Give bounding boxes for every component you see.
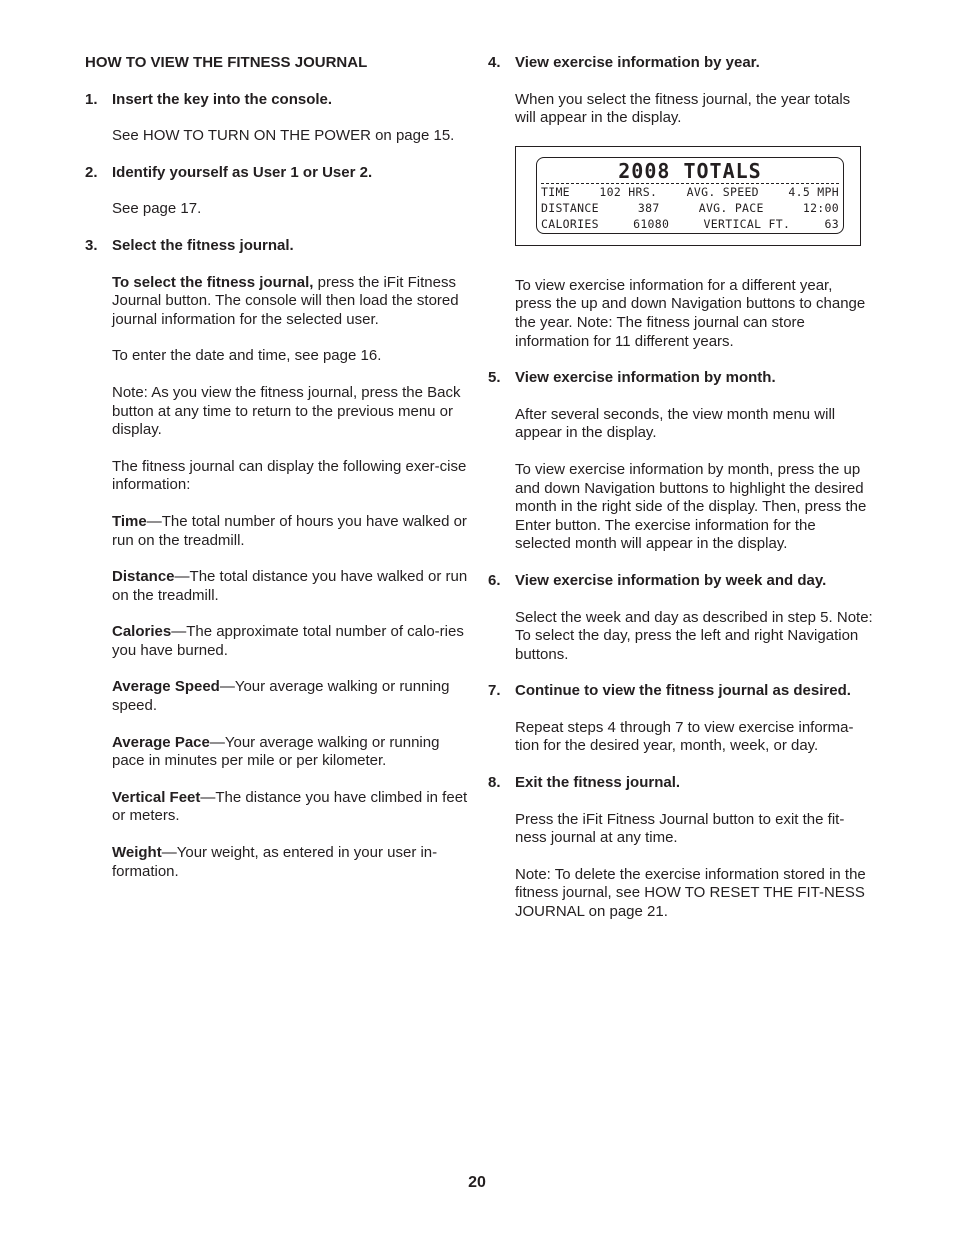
- lcd-label: AVG. PACE: [698, 200, 764, 215]
- step-number: 2.: [85, 163, 98, 181]
- step-title: Select the fitness journal.: [112, 236, 294, 254]
- lcd-label: VERTICAL FT.: [703, 216, 791, 231]
- lcd-value: 61080: [633, 216, 670, 231]
- step-6-para-1: Select the week and day as described in step 5. Note: To select the day, press the left and right Navigation buttons.: [515, 608, 873, 663]
- lcd-screen: [536, 157, 844, 234]
- step-4: [488, 54, 873, 73]
- step-title: View exercise information by week and day.: [515, 571, 827, 589]
- lcd-title: 2008 TOTALS: [541, 159, 839, 184]
- step-8-para-2: Note: To delete the exercise information stored in the fitness journal, see HOW TO RESET THE FIT-NESS JOURNAL on page 21.: [515, 865, 866, 921]
- lcd-label: TIME: [541, 184, 570, 199]
- definition-term: Average Pace: [112, 733, 210, 751]
- step-number: 8.: [488, 774, 501, 792]
- definition-term: Time: [112, 512, 147, 530]
- lcd-value: 102 HRS.: [599, 184, 658, 199]
- step-2-text: See page 17.: [112, 200, 202, 218]
- step-3-para-2: To enter the date and time, see page 16.: [112, 347, 382, 365]
- lcd-row-time: [541, 184, 839, 200]
- lcd-value: 4.5 MPH: [788, 184, 839, 199]
- lcd-row-calories: [541, 216, 839, 232]
- definition-text: —The total distance you have walked or run on the treadmill.: [112, 568, 468, 604]
- definition-term: Weight: [112, 844, 162, 862]
- step-title: Continue to view the fitness journal as desired.: [515, 682, 851, 700]
- step-3-para-4: The fitness journal can display the following exer-cise information:: [112, 457, 467, 494]
- lcd-value: 12:00: [802, 200, 839, 215]
- step-8-para-1: Press the iFit Fitness Journal button to exit the fit-ness journal at any time.: [515, 810, 845, 847]
- left-column: [85, 54, 470, 899]
- definition-text: —The total number of hours you have walked or run on the treadmill.: [112, 512, 467, 549]
- step-title: Insert the key into the console.: [112, 90, 333, 108]
- step-title: Identify yourself as User 1 or User 2.: [112, 163, 373, 181]
- definition-calories: [112, 623, 470, 660]
- step-title: View exercise information by month.: [515, 369, 776, 387]
- step-number: 1.: [85, 90, 98, 108]
- step-4-para-1: When you select the fitness journal, the year totals will appear in the display.: [515, 90, 851, 127]
- right-column: [488, 54, 873, 940]
- lcd-row-distance: [541, 200, 839, 216]
- step-8: [488, 774, 873, 793]
- step-2: [85, 164, 470, 183]
- definition-vertical-feet: [112, 789, 470, 826]
- definition-average-speed: [112, 678, 470, 715]
- step-title: Exit the fitness journal.: [515, 774, 681, 792]
- definition-term: Average Speed: [112, 678, 220, 696]
- definition-distance: [112, 568, 470, 605]
- step-number: 5.: [488, 369, 501, 387]
- step-title: View exercise information by year.: [515, 54, 760, 71]
- step-number: 7.: [488, 682, 501, 700]
- definition-term: Calories: [112, 623, 172, 641]
- step-4-para-2: To view exercise information for a different year, press the up and down Navigation buttons to change the year. Note: The fitness journal can store information for 11 different years.: [515, 276, 866, 350]
- lcd-value: 387: [637, 200, 660, 215]
- step-7: [488, 682, 873, 701]
- step-5: [488, 369, 873, 388]
- para-text: press the iFit Fitness Journal button. The console will then load the stored journal information for the selected user.: [112, 273, 459, 328]
- step-5-para-2: To view exercise information by month, press the up and down Navigation buttons to highlight the desired month in the right side of the display. Then, press the Enter button. The exercise information for the selected month will appear in the display.: [515, 460, 867, 553]
- step-number: 6.: [488, 571, 501, 589]
- definition-average-pace: [112, 734, 470, 771]
- section-heading: HOW TO VIEW THE FITNESS JOURNAL: [85, 54, 368, 71]
- definition-text: —The approximate total number of calo-ries you have burned.: [112, 623, 464, 659]
- step-1: [85, 91, 470, 110]
- step-3-para-3: Note: As you view the fitness journal, press the Back button at any time to return to the previous menu or display.: [112, 383, 461, 439]
- definition-term: Distance: [112, 568, 175, 586]
- definition-text: —The distance you have climbed in feet or meters.: [112, 788, 468, 825]
- step-5-para-1: After several seconds, the view month menu will appear in the display.: [515, 405, 836, 442]
- lcd-value: 63: [824, 216, 839, 231]
- step-7-para-1: Repeat steps 4 through 7 to view exercise informa-tion for the desired year, month, week, or day.: [515, 718, 854, 755]
- lcd-label: DISTANCE: [541, 200, 599, 215]
- definition-term: Vertical Feet: [112, 788, 201, 806]
- definition-text: —Your average walking or running speed.: [112, 678, 450, 715]
- step-6: [488, 572, 873, 591]
- page-number: 20: [468, 1174, 486, 1191]
- step-3-para-1: [112, 274, 470, 330]
- console-display-illustration: [515, 146, 861, 246]
- definition-weight: [112, 844, 470, 881]
- step-3: [85, 237, 470, 256]
- step-1-text: See HOW TO TURN ON THE POWER on page 15.: [112, 127, 455, 145]
- step-number: 3.: [85, 236, 98, 254]
- lcd-label: AVG. SPEED: [686, 184, 759, 199]
- lcd-label: CALORIES: [541, 216, 599, 231]
- step-number: 4.: [488, 54, 501, 71]
- definition-time: [112, 513, 470, 550]
- bold-lead: To select the fitness journal,: [112, 273, 314, 291]
- definition-text: —Your weight, as entered in your user in-formation.: [112, 844, 438, 880]
- definition-text: —Your average walking or running pace in minutes per mile or per kilometer.: [112, 733, 440, 770]
